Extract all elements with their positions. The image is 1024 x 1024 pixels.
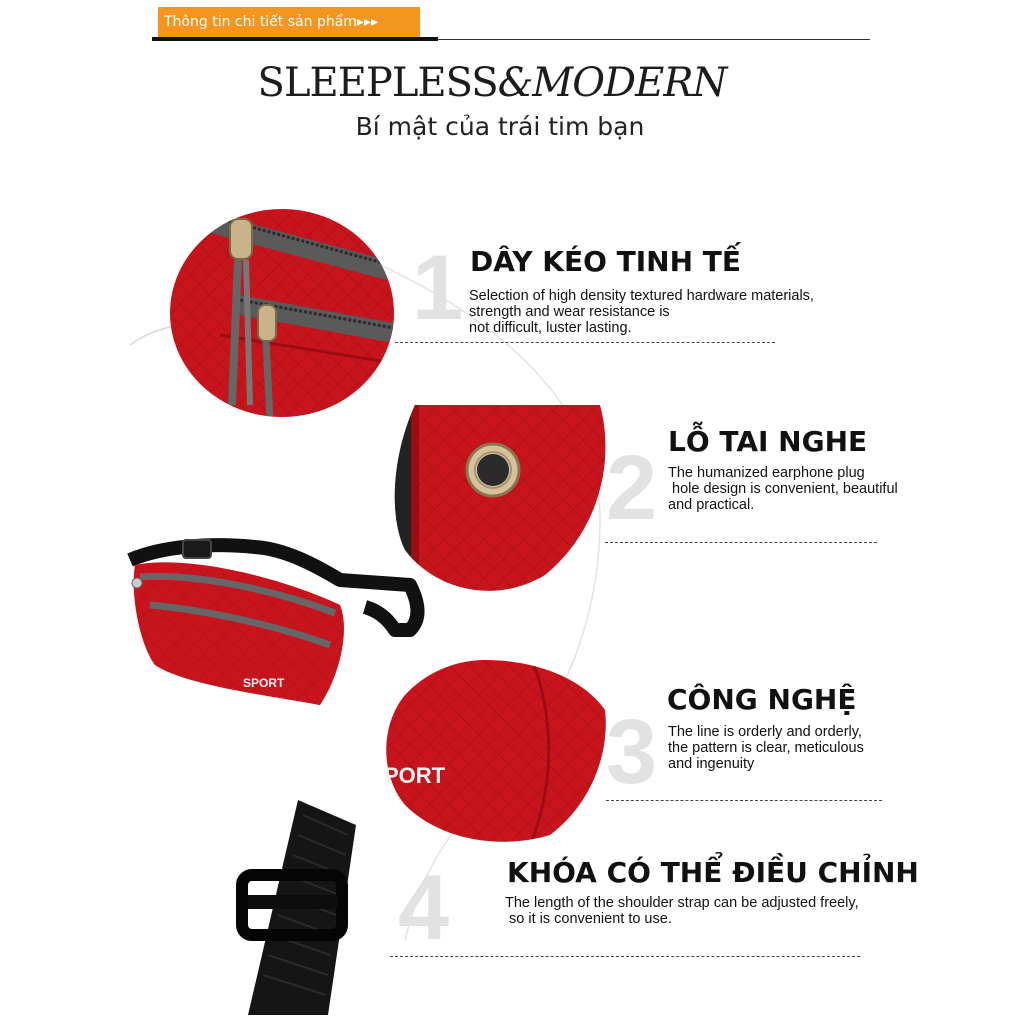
feature-desc-2: The humanized earphone plug hole design is convenient, beautiful and practical. bbox=[668, 465, 898, 513]
bag-sport-print: SPORT bbox=[243, 676, 285, 690]
feature-number-3: 3 bbox=[606, 701, 658, 803]
hero-title-part-a: SLEEPLESS bbox=[257, 60, 498, 106]
feature-title-2: LỖ TAI NGHE bbox=[668, 425, 868, 458]
feature-desc-3: The line is orderly and orderly, the pattern is clear, meticulous and ingenuity bbox=[668, 724, 864, 772]
hero-subtitle: Bí mật của trái tim bạn bbox=[355, 112, 645, 141]
hero-title-part-b: MODERN bbox=[532, 60, 727, 106]
feature-divider-3 bbox=[606, 800, 882, 801]
strap-buckle-image bbox=[228, 795, 368, 1020]
fabric-closeup-image bbox=[380, 655, 610, 845]
hero-title-amp: & bbox=[497, 60, 533, 106]
zipper-closeup-image bbox=[160, 205, 405, 425]
closeup-port-print: PORT bbox=[384, 763, 446, 788]
section-tag: Thông tin chi tiết sản phẩm▸▸▸ bbox=[158, 7, 420, 37]
feature-title-4: KHÓA CÓ THỂ ĐIỀU CHỈNH bbox=[507, 856, 919, 889]
feature-number-2: 2 bbox=[606, 437, 658, 539]
feature-number-4: 4 bbox=[398, 857, 450, 959]
feature-title-1: DÂY KÉO TINH TẾ bbox=[470, 245, 741, 278]
feature-desc-1: Selection of high density textured hardware materials, strength and wear resistance is not difficult, luster lasting. bbox=[469, 288, 814, 336]
feature-divider-1 bbox=[395, 342, 775, 343]
feature-divider-4 bbox=[390, 956, 860, 957]
feature-desc-4: The length of the shoulder strap can be adjusted freely, so it is convenient to use. bbox=[505, 895, 859, 927]
feature-divider-2 bbox=[605, 542, 877, 543]
feature-title-3: CÔNG NGHỆ bbox=[667, 683, 857, 716]
feature-number-1: 1 bbox=[412, 237, 464, 339]
